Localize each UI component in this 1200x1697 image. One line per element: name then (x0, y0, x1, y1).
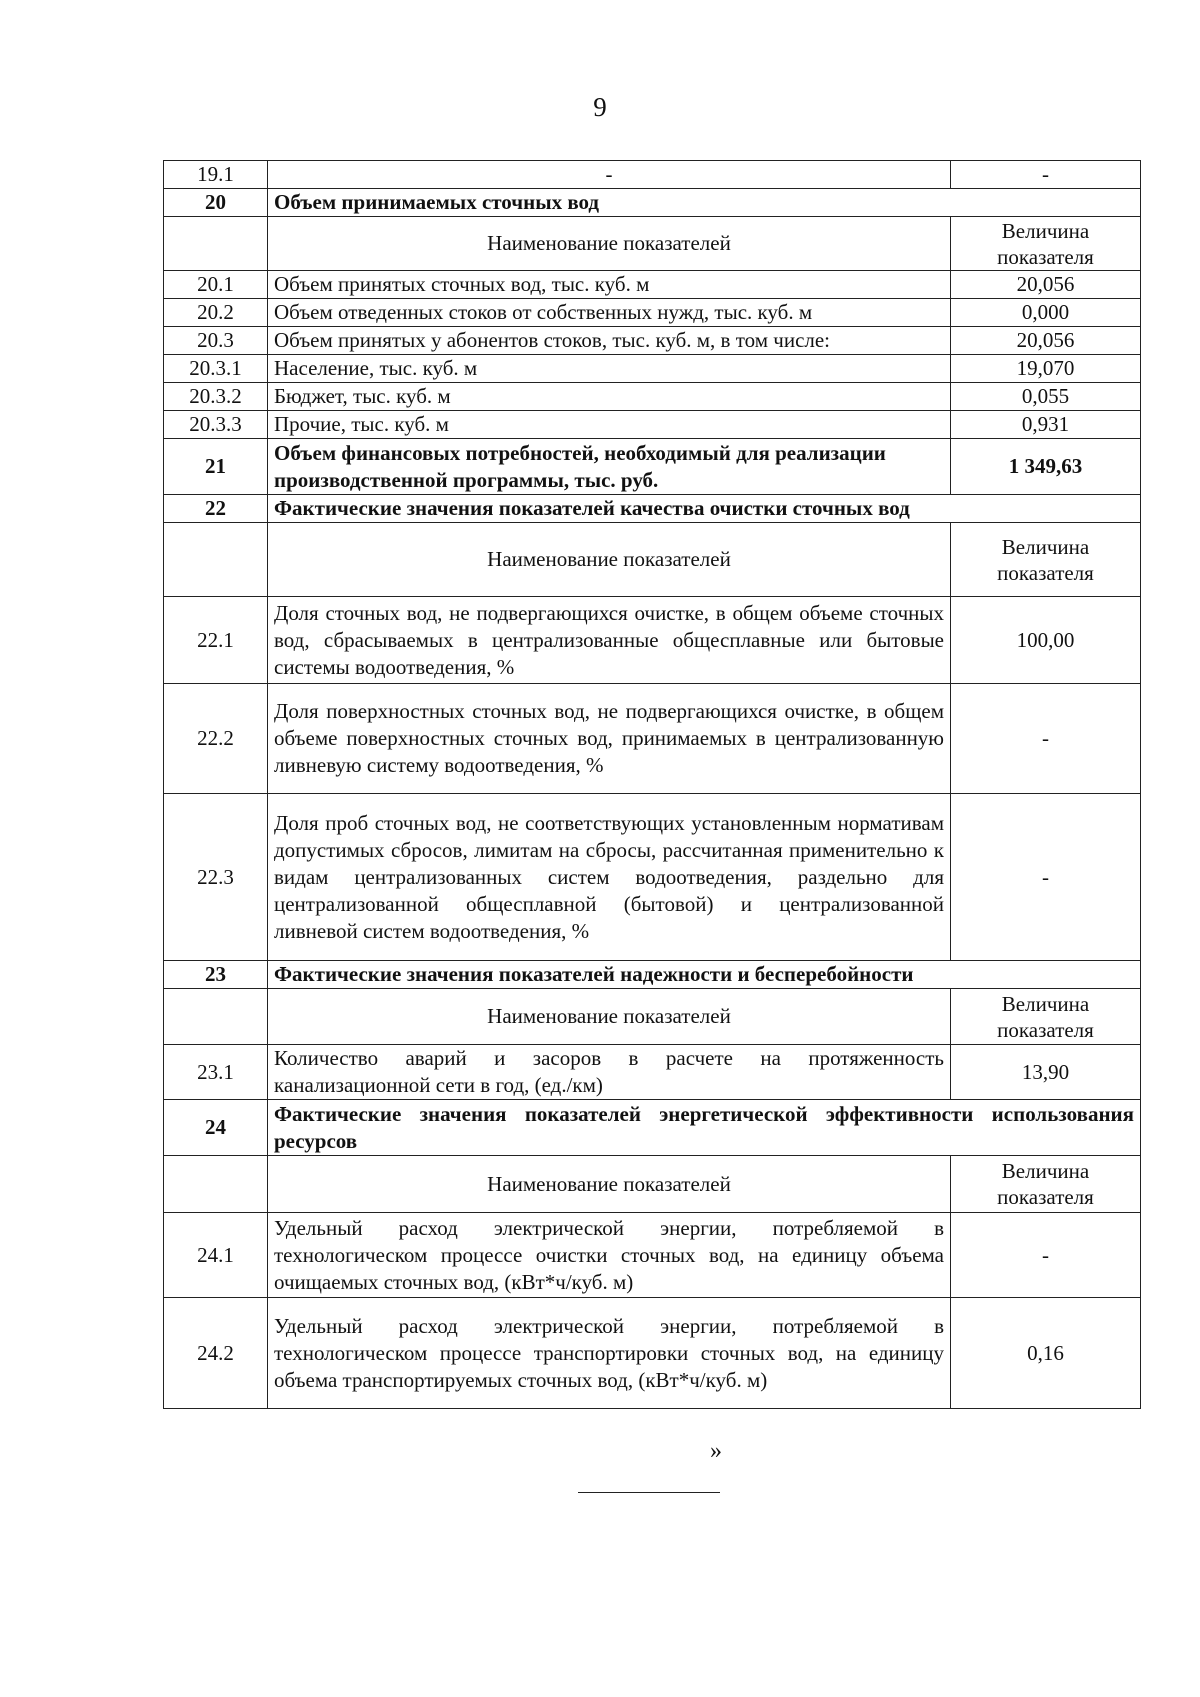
empty-cell (164, 989, 268, 1045)
empty-cell (164, 1156, 268, 1213)
column-header-value: Величина показателя (951, 523, 1141, 597)
page-number: 9 (593, 92, 607, 122)
section-number: 24 (164, 1100, 268, 1156)
indicator-value: 100,00 (951, 597, 1141, 684)
indicator-name: Объем принятых сточных вод, тыс. куб. м (268, 271, 951, 299)
column-header-value: Величина показателя (951, 1156, 1141, 1213)
indicator-value: - (951, 794, 1141, 961)
table-row (164, 1213, 1141, 1298)
indicators-table (163, 160, 1141, 1409)
table-row (164, 439, 1141, 495)
table-row (164, 597, 1141, 684)
section-number: 22 (164, 495, 268, 523)
indicator-name: Прочие, тыс. куб. м (268, 411, 951, 439)
indicator-value: 20,056 (951, 327, 1141, 355)
row-number: 20.3 (164, 327, 268, 355)
indicator-name: Объем финансовых потребностей, необходимый для реализации производственной программы, тыс. руб. (268, 439, 951, 495)
table-row (164, 794, 1141, 961)
indicator-value: 20,056 (951, 271, 1141, 299)
row-number: 20.3.3 (164, 411, 268, 439)
row-number: 24.1 (164, 1213, 268, 1298)
section-title: Фактические значения показателей энергетической эффективности использования ресурсов (268, 1100, 1141, 1156)
column-header-name: Наименование показателей (268, 523, 951, 597)
column-header-row (164, 989, 1141, 1045)
indicator-value: - (951, 1213, 1141, 1298)
column-header-row (164, 217, 1141, 271)
indicator-name: Доля проб сточных вод, не соответствующих установленным нормативам допустимых сбросов, лимитам на сбросы, рассчитанная применительно к видам централизованных систем водоотведения, раздельно для централизованной общесплавной (бытовой) и централизованной ливневой систем водоотведения, % (268, 794, 951, 961)
section-title: Фактические значения показателей качества очистки сточных вод (268, 495, 1141, 523)
table-row (164, 271, 1141, 299)
row-number: 22.1 (164, 597, 268, 684)
indicator-value: 0,055 (951, 383, 1141, 411)
column-header-row (164, 523, 1141, 597)
indicator-name: Объем принятых у абонентов стоков, тыс. куб. м, в том числе: (268, 327, 951, 355)
section-number: 23 (164, 961, 268, 989)
column-header-row (164, 1156, 1141, 1213)
table-row (164, 161, 1141, 189)
end-rule-divider (578, 1492, 720, 1493)
indicator-value: 0,16 (951, 1298, 1141, 1409)
section-row (164, 961, 1141, 989)
column-header-value: Величина показателя (951, 989, 1141, 1045)
table-row (164, 355, 1141, 383)
indicator-value: 0,931 (951, 411, 1141, 439)
indicator-name: Удельный расход электрической энергии, потребляемой в технологическом процессе транспортировки сточных вод, на единицу объема транспортируемых сточных вод, (кВт*ч/куб. м) (268, 1298, 951, 1409)
indicator-value: - (951, 684, 1141, 794)
indicator-value: 13,90 (951, 1045, 1141, 1100)
indicator-value: 1 349,63 (951, 439, 1141, 495)
row-number: 22.2 (164, 684, 268, 794)
column-header-name: Наименование показателей (268, 989, 951, 1045)
indicator-name: Удельный расход электрической энергии, потребляемой в технологическом процессе очистки сточных вод, на единицу объема очищаемых сточных вод, (кВт*ч/куб. м) (268, 1213, 951, 1298)
empty-cell (164, 217, 268, 271)
column-header-name: Наименование показателей (268, 1156, 951, 1213)
section-row (164, 189, 1141, 217)
indicator-name: Население, тыс. куб. м (268, 355, 951, 383)
section-number: 20 (164, 189, 268, 217)
row-number: 21 (164, 439, 268, 495)
table-row (164, 684, 1141, 794)
table-row (164, 1298, 1141, 1409)
row-number: 22.3 (164, 794, 268, 961)
column-header-name: Наименование показателей (268, 217, 951, 271)
row-number: 24.2 (164, 1298, 268, 1409)
indicator-name: Объем отведенных стоков от собственных нужд, тыс. куб. м (268, 299, 951, 327)
table-row (164, 1045, 1141, 1100)
empty-cell (164, 523, 268, 597)
table-row (164, 299, 1141, 327)
table-row (164, 411, 1141, 439)
indicator-value: 19,070 (951, 355, 1141, 383)
column-header-value: Величина показателя (951, 217, 1141, 271)
indicator-name: Доля сточных вод, не подвергающихся очистке, в общем объеме сточных вод, сбрасываемых в централизованные общесплавные или бытовые системы водоотведения, % (268, 597, 951, 684)
table-row (164, 383, 1141, 411)
table-row (164, 327, 1141, 355)
indicator-value: - (951, 161, 1141, 189)
indicator-name: Доля поверхностных сточных вод, не подвергающихся очистке, в общем объеме поверхностных сточных вод, принимаемых в централизованную ливневую систему водоотведения, % (268, 684, 951, 794)
section-row (164, 1100, 1141, 1156)
row-number: 20.3.1 (164, 355, 268, 383)
indicator-name: Бюджет, тыс. куб. м (268, 383, 951, 411)
indicator-name: Количество аварий и засоров в расчете на протяженность канализационной сети в год, (ед./км) (268, 1045, 951, 1100)
closing-quote-mark: » (710, 1438, 722, 1464)
row-number: 23.1 (164, 1045, 268, 1100)
row-number: 20.1 (164, 271, 268, 299)
row-number: 20.2 (164, 299, 268, 327)
section-title: Объем принимаемых сточных вод (268, 189, 1141, 217)
section-row (164, 495, 1141, 523)
indicator-name: - (268, 161, 951, 189)
row-number: 19.1 (164, 161, 268, 189)
section-title: Фактические значения показателей надежности и бесперебойности (268, 961, 1141, 989)
row-number: 20.3.2 (164, 383, 268, 411)
indicator-value: 0,000 (951, 299, 1141, 327)
